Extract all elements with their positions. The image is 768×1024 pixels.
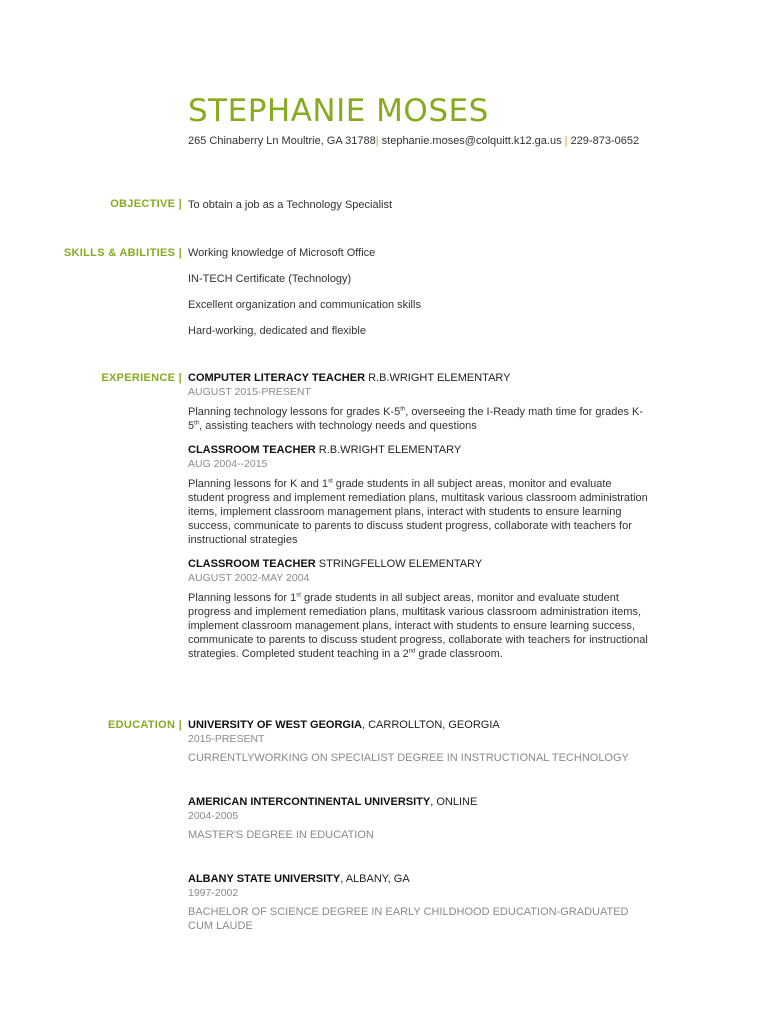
school-location: , CARROLLTON, GEORGIA [361, 719, 500, 731]
degree: CURRENTLYWORKING ON SPECIALIST DEGREE IN INSTRUCTIONAL TECHNOLOGY [188, 752, 629, 764]
job-description: Planning lessons for 1st grade students in all subject areas, monitor and evaluate student progress and implement remediation plans, multitask various classroom administration items, implement classroom management plans, interact with students to ensure learning success, communicate to parents to discuss student progress, collaborate with teachers for instructional strategies. Completed student teaching in a 2nd grade classroom. [188, 592, 648, 660]
education-entry [188, 795, 648, 842]
job-title: COMPUTER LITERACY TEACHER [188, 372, 366, 384]
job-date: AUGUST 2015-PRESENT [188, 386, 311, 398]
degree: BACHELOR OF SCIENCE DEGREE IN EARLY CHILDHOOD EDUCATION-GRADUATED CUM LAUDE [188, 906, 629, 932]
skill-item: Hard-working, dedicated and flexible [188, 325, 366, 337]
school-location: , ONLINE [430, 796, 478, 808]
job-entry [188, 443, 648, 547]
school-name: UNIVERSITY OF WEST GEORGIA [188, 719, 362, 731]
job-description: Planning lessons for K and 1st grade students in all subject areas, monitor and evaluate student progress and implement remediation plans, multitask various classroom administration items, implement classroom management plans, interact with students to ensure learning success, communicate to parents to discuss student progress, collaborate with teachers for instructional strategies [188, 478, 648, 546]
skill-item: Excellent organization and communication skills [188, 299, 421, 311]
school-date: 1997-2002 [188, 887, 239, 899]
education-list [188, 718, 648, 963]
objective-label: OBJECTIVE | [110, 198, 182, 210]
school-date: 2004-2005 [188, 810, 239, 822]
job-description: Planning technology lessons for grades K-5th, overseeing the I-Ready math time for grades K-5th, assisting teachers with technology needs and questions [188, 406, 644, 432]
job-entry [188, 557, 648, 661]
education-entry [188, 718, 648, 765]
job-date: AUG 2004--2015 [188, 458, 268, 470]
contact-line [188, 134, 648, 148]
job-date: AUGUST 2002-MAY 2004 [188, 572, 310, 584]
school-location: , ALBANY, GA [340, 873, 410, 885]
job-employer: STRINGFELLOW ELEMENTARY [315, 558, 483, 570]
address: 265 Chinaberry Ln Moultrie, GA 31788 [188, 135, 376, 147]
school-name: ALBANY STATE UNIVERSITY [188, 873, 341, 885]
skill-item: IN-TECH Certificate (Technology) [188, 273, 352, 285]
job-employer: R.B.WRIGHT ELEMENTARY [315, 444, 462, 456]
email-link[interactable]: stephanie.moses@colquitt.k12.ga.us [378, 135, 565, 147]
phone: 229-873-0652 [567, 135, 640, 147]
objective-text: To obtain a job as a Technology Specialist [188, 199, 393, 211]
school-date: 2015-PRESENT [188, 733, 265, 745]
education-label: EDUCATION | [107, 719, 182, 731]
separator: | [564, 135, 568, 147]
job-title: CLASSROOM TEACHER [188, 444, 316, 456]
job-employer: R.B.WRIGHT ELEMENTARY [365, 372, 511, 384]
separator: | [375, 135, 379, 147]
skills-list [188, 246, 648, 350]
job-title: CLASSROOM TEACHER [188, 558, 316, 570]
education-entry [188, 872, 648, 933]
skill-item: Working knowledge of Microsoft Office [188, 247, 376, 259]
resume-name: STEPHANIE MOSES [188, 93, 489, 129]
skills-label: SKILLS & ABILITIES | [63, 247, 182, 259]
degree: MASTER'S DEGREE IN EDUCATION [188, 829, 374, 841]
experience-list [188, 371, 648, 671]
school-name: AMERICAN INTERCONTINENTAL UNIVERSITY [188, 796, 431, 808]
job-entry [188, 371, 648, 433]
experience-label: EXPERIENCE | [101, 372, 182, 384]
